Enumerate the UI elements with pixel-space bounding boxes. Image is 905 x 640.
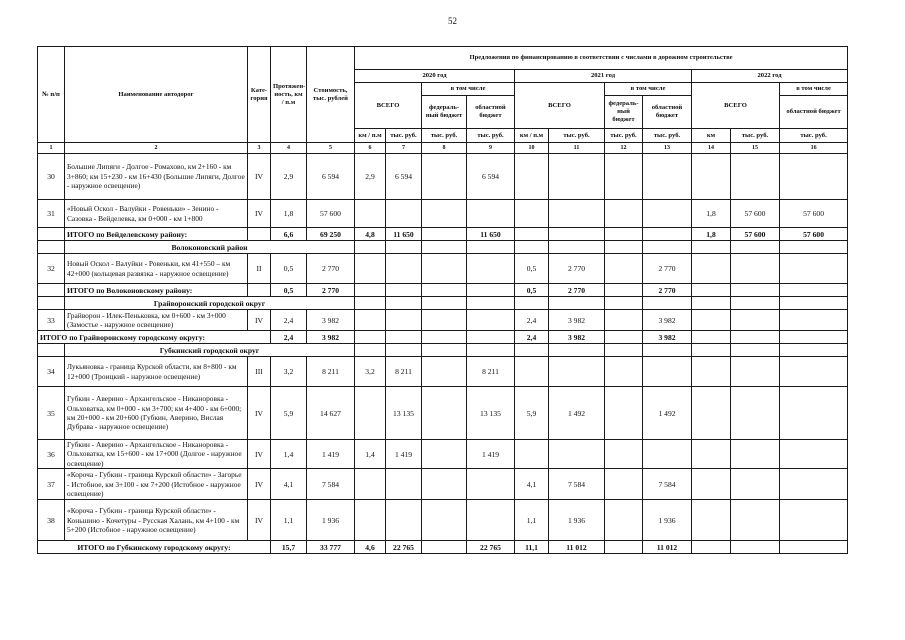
sum-2020: [386, 200, 422, 228]
road-cost: 57 600: [307, 200, 355, 228]
col-number: 16: [780, 143, 848, 154]
km-2021: 1,1: [515, 500, 549, 541]
sum-2020: [386, 500, 422, 541]
total-label: ИТОГО по Вейделевскому району:: [65, 228, 248, 241]
km-2021: 2,4: [515, 310, 549, 331]
header-trub: тыс. руб.: [467, 129, 515, 143]
header-federal-2020: федераль-ный бюджет: [422, 96, 467, 129]
road-name: Губкин - Аверино - Архангельское - Никаноровка - Ольховатка, км 15+600 - км 17+000 (Долгое - наружное освещение): [65, 440, 248, 469]
table-row: [38, 500, 848, 541]
header-total-2022: ВСЕГО: [692, 83, 780, 129]
table-row: [38, 357, 848, 387]
regional-2021: [643, 200, 692, 228]
header-num: № п/п: [38, 47, 65, 143]
total-cost: 3 982: [307, 331, 355, 344]
col-number: 11: [549, 143, 605, 154]
road-category: IV: [248, 200, 271, 228]
col-number: 13: [643, 143, 692, 154]
road-cost: 14 627: [307, 387, 355, 440]
sum-2021: 7 584: [549, 469, 605, 500]
total-cost: 69 250: [307, 228, 355, 241]
regional-2021: 2 770: [643, 254, 692, 284]
total-row: [38, 228, 848, 241]
sum-2021: 2 770: [549, 254, 605, 284]
col-number: 9: [467, 143, 515, 154]
road-cost: 7 584: [307, 469, 355, 500]
regional-2021: [643, 440, 692, 469]
col-number: 15: [731, 143, 780, 154]
road-cost: 3 982: [307, 310, 355, 331]
header-incl-2022: в том числе: [780, 83, 848, 96]
total-regional-2020: 11 650: [467, 228, 515, 241]
road-category: IV: [248, 310, 271, 331]
regional-2021: [643, 154, 692, 200]
table-row: [38, 440, 848, 469]
federal-2020: [422, 154, 467, 200]
row-number: 35: [38, 387, 65, 440]
km-2022: [692, 154, 731, 200]
header-trub: тыс. руб.: [549, 129, 605, 143]
regional-2022: 57 600: [780, 200, 848, 228]
km-2020: [355, 500, 386, 541]
km-2020: 3,2: [355, 357, 386, 387]
road-length: 4,1: [271, 469, 307, 500]
col-number: 6: [355, 143, 386, 154]
section-title: Волоконовский район: [65, 241, 355, 254]
road-category: IV: [248, 440, 271, 469]
header-km: км: [692, 129, 731, 143]
federal-2021: [605, 200, 643, 228]
header-trub: тыс. руб.: [605, 129, 643, 143]
header-category: Кате-гория: [248, 47, 271, 143]
total-cost: 33 777: [307, 541, 355, 554]
total-sum-2020: 11 650: [386, 228, 422, 241]
col-number: 10: [515, 143, 549, 154]
road-category: IV: [248, 500, 271, 541]
km-2021: [515, 357, 549, 387]
total-km-2021: 0,5: [515, 284, 549, 297]
sum-2021: [549, 357, 605, 387]
regional-2021: 7 584: [643, 469, 692, 500]
table-row: [38, 200, 848, 228]
regional-2021: 1 936: [643, 500, 692, 541]
sum-2021: [549, 200, 605, 228]
road-length: 1,8: [271, 200, 307, 228]
regional-2020: 8 211: [467, 357, 515, 387]
total-label: ИТОГО по Губкинскому городскому округу:: [38, 541, 271, 554]
table-row: [38, 387, 848, 440]
total-sum-2021: 2 770: [549, 284, 605, 297]
sum-2021: [549, 440, 605, 469]
table-row: [38, 254, 848, 284]
sum-2021: 3 982: [549, 310, 605, 331]
sum-2020: [386, 469, 422, 500]
sum-2020: 8 211: [386, 357, 422, 387]
row-number: 33: [38, 310, 65, 331]
section-header: [38, 241, 848, 254]
road-category: IV: [248, 387, 271, 440]
header-year-2021: 2021 год: [515, 70, 692, 83]
km-2020: [355, 469, 386, 500]
row-number: 31: [38, 200, 65, 228]
road-name: «Короча - Губкин - граница Курской области» - Загорье - Истобное, км 3+100 - км 7+200 (Истобное - наружное освещение): [65, 469, 248, 500]
col-number: 3: [248, 143, 271, 154]
regional-2021: 3 982: [643, 310, 692, 331]
km-2021: 4,1: [515, 469, 549, 500]
regional-2020: 1 419: [467, 440, 515, 469]
row-number: 38: [38, 500, 65, 541]
header-trub: тыс. руб.: [422, 129, 467, 143]
row-number: 36: [38, 440, 65, 469]
col-number: 2: [65, 143, 248, 154]
sum-2021: 1 936: [549, 500, 605, 541]
header-trub: тыс. руб.: [386, 129, 422, 143]
table-row: [38, 310, 848, 331]
header-km: км / п.м: [515, 129, 549, 143]
total-regional-2021: 2 770: [643, 284, 692, 297]
total-km-2021: [515, 228, 549, 241]
row-number: 34: [38, 357, 65, 387]
regional-2020: 6 594: [467, 154, 515, 200]
road-category: III: [248, 357, 271, 387]
km-2020: [355, 387, 386, 440]
col-number: 5: [307, 143, 355, 154]
sum-2020: 6 594: [386, 154, 422, 200]
header-regional-2020: областной бюджет: [467, 96, 515, 129]
total-km-2020: 4,6: [355, 541, 386, 554]
road-length: 2,9: [271, 154, 307, 200]
total-row: [38, 284, 848, 297]
km-2021: [515, 440, 549, 469]
road-name: Губкин - Аверино - Архангельское - Никаноровка - Ольховатка, км 0+000 - км 3+700; км 4+400 - км 6+000; км 20+000 - км 20+600 (Губкин, Аверино, Вислая Дубрава - наружное освещение): [65, 387, 248, 440]
road-name: «Короча - Губкин - граница Курской области» - Коньшино - Кочетуры - Русская Халань, км 4+100 - км 5+200 (Истобное - наружное освещение): [65, 500, 248, 541]
federal-2021: [605, 154, 643, 200]
total-length: 0,5: [271, 284, 307, 297]
col-number: 8: [422, 143, 467, 154]
total-km-2021: 11,1: [515, 541, 549, 554]
road-length: 1,1: [271, 500, 307, 541]
section-title: Грайворонский городской округ: [65, 297, 355, 310]
federal-2020: [422, 200, 467, 228]
header-trub: тыс. руб.: [780, 129, 848, 143]
total-row: [38, 541, 848, 554]
total-km-2021: 2,4: [515, 331, 549, 344]
row-number: 32: [38, 254, 65, 284]
section-title: Губкинский городской округ: [65, 344, 355, 357]
road-name: «Новый Оскол - Валуйки - Ровеньки» - Зенино - Сазовка - Вейделевка, км 0+000 - км 1+800: [65, 200, 248, 228]
sum-2020: 1 419: [386, 440, 422, 469]
header-trub: тыс. руб.: [731, 129, 780, 143]
total-sum-2021: 3 982: [549, 331, 605, 344]
row-number: 37: [38, 469, 65, 500]
road-name: Большие Липяги - Долгое - Ромахово, км 2+160 - км 3+860; км 15+230 - км 16+430 (Большие Липяги, Долгое - наружное освещение): [65, 154, 248, 200]
sum-2022: 57 600: [731, 200, 780, 228]
total-regional-2021: 3 982: [643, 331, 692, 344]
sum-2020: 13 135: [386, 387, 422, 440]
total-sum-2021: 11 012: [549, 541, 605, 554]
header-incl-2020: в том числе: [422, 83, 515, 96]
km-2020: 1,4: [355, 440, 386, 469]
col-number: 14: [692, 143, 731, 154]
section-header: [38, 344, 848, 357]
header-cost: Стоимость, тыс. рублей: [307, 47, 355, 143]
header-year-2022: 2022 год: [692, 70, 848, 83]
road-name: Новый Оскол - Валуйки - Ровеньки, км 41+550 – км 42+000 (кольцевая развязка - наружное освещение): [65, 254, 248, 284]
road-length: 3,2: [271, 357, 307, 387]
road-cost: 1 419: [307, 440, 355, 469]
road-length: 2,4: [271, 310, 307, 331]
header-regional-2021: областной бюджет: [643, 96, 692, 129]
header-total-2021: ВСЕГО: [515, 83, 605, 129]
total-km-2020: 4,8: [355, 228, 386, 241]
header-year-2020: 2020 год: [355, 70, 515, 83]
header-km: км / п.м: [355, 129, 386, 143]
total-sum-2022: 57 600: [731, 228, 780, 241]
col-number: 1: [38, 143, 65, 154]
total-label: ИТОГО по Волоконовскому району:: [65, 284, 248, 297]
total-cost: 2 770: [307, 284, 355, 297]
header-incl-2021: в том числе: [605, 83, 692, 96]
header-trub: тыс. руб.: [643, 129, 692, 143]
road-length: 5,9: [271, 387, 307, 440]
road-category: II: [248, 254, 271, 284]
total-regional-2021: [643, 228, 692, 241]
sum-2021: [549, 154, 605, 200]
road-length: 0,5: [271, 254, 307, 284]
table-row: [38, 154, 848, 200]
total-regional-2022: 57 600: [780, 228, 848, 241]
regional-2020: [467, 469, 515, 500]
total-row: [38, 331, 848, 344]
financing-table: [37, 46, 848, 554]
sum-2022: [731, 154, 780, 200]
total-sum-2021: [549, 228, 605, 241]
km-2021: 0,5: [515, 254, 549, 284]
sum-2021: 1 492: [549, 387, 605, 440]
page-number: 52: [448, 16, 457, 26]
road-cost: 6 594: [307, 154, 355, 200]
col-number: 7: [386, 143, 422, 154]
col-number: 4: [271, 143, 307, 154]
total-regional-2020: 22 765: [467, 541, 515, 554]
road-cost: 2 770: [307, 254, 355, 284]
total-sum-2020: 22 765: [386, 541, 422, 554]
road-length: 1,4: [271, 440, 307, 469]
header-total-2020: ВСЕГО: [355, 83, 422, 129]
km-2021: [515, 200, 549, 228]
total-length: 15,7: [271, 541, 307, 554]
road-name: Грайворон - Илек-Пеньковка, км 0+600 - км 3+000 (Замостье - наружное освещение): [65, 310, 248, 331]
km-2020: 2,9: [355, 154, 386, 200]
regional-2020: [467, 200, 515, 228]
total-regional-2021: 11 012: [643, 541, 692, 554]
total-length: 2,4: [271, 331, 307, 344]
regional-2020: [467, 500, 515, 541]
header-length: Протяжен-ность, км / п.м: [271, 47, 307, 143]
road-cost: 8 211: [307, 357, 355, 387]
km-2022: 1,8: [692, 200, 731, 228]
regional-2022: [780, 154, 848, 200]
header-name: Наименование автодорог: [65, 47, 248, 143]
table-row: [38, 469, 848, 500]
header-regional-2022: областной бюджет: [780, 96, 848, 129]
regional-2021: 1 492: [643, 387, 692, 440]
km-2021: [515, 154, 549, 200]
road-category: IV: [248, 154, 271, 200]
total-km-2022: 1,8: [692, 228, 731, 241]
road-cost: 1 936: [307, 500, 355, 541]
road-category: IV: [248, 469, 271, 500]
total-label: ИТОГО по Грайворонскому городскому округу:: [38, 331, 271, 344]
row-number: 30: [38, 154, 65, 200]
col-number: 12: [605, 143, 643, 154]
regional-2021: [643, 357, 692, 387]
column-numbers-row: [38, 143, 848, 154]
total-length: 6,6: [271, 228, 307, 241]
header-federal-2021: федераль-ный бюджет: [605, 96, 643, 129]
road-name: Лукьяновка - граница Курской области, км 8+800 - км 12+000 (Троицкий - наружное освещение): [65, 357, 248, 387]
regional-2020: 13 135: [467, 387, 515, 440]
km-2021: 5,9: [515, 387, 549, 440]
km-2020: [355, 200, 386, 228]
header-proposals: Предложения по финансированию в соответствии с числами в дорожном строительстве: [355, 47, 848, 70]
section-header: [38, 297, 848, 310]
